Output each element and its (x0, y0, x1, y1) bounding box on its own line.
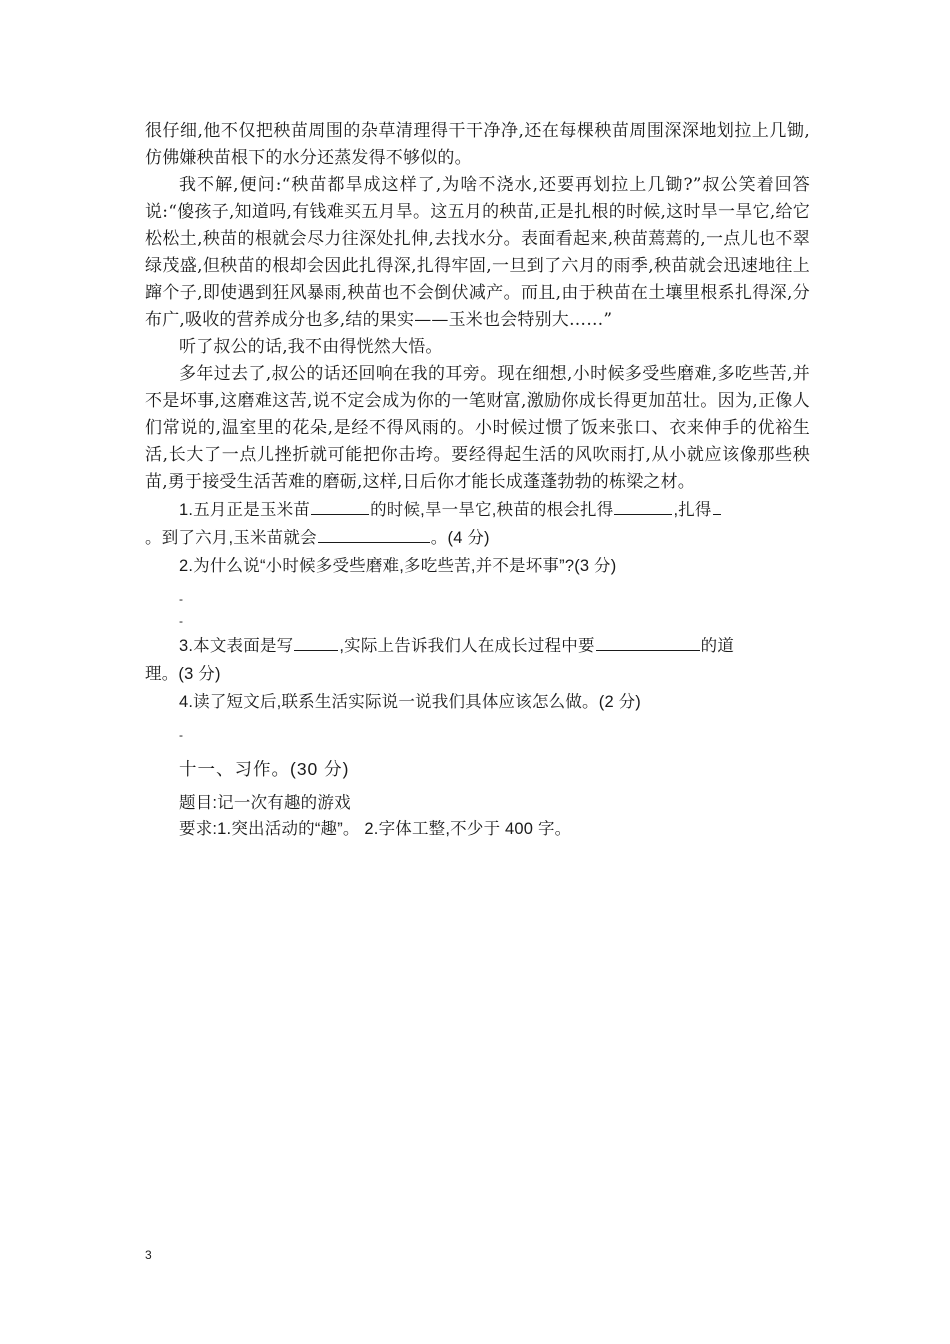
passage-paragraph-3: 听了叔公的话,我不由得恍然大悟。 (179, 337, 443, 357)
question-2: 2.为什么说“小时候多受些磨难,多吃些苦,并不是坏事”?(3 分) (179, 557, 617, 575)
question-3-blank-2[interactable] (596, 632, 700, 651)
question-1-text-a: 1.五月正是玉米苗 (179, 501, 311, 519)
question-3 (145, 632, 810, 660)
page-number: 3 (145, 1248, 152, 1262)
question-1-blank-3[interactable] (713, 496, 721, 515)
question-1-text-d: 。到了六月,玉米苗就会 (145, 529, 317, 547)
question-1-blank-4[interactable] (318, 524, 430, 543)
question-2-answer-line-1[interactable]: - (179, 592, 184, 606)
passage-paragraph-1: 很仔细,他不仅把秧苗周围的杂草清理得干干净净,还在每棵秧苗周围深深地划拉上几锄,仿佛嫌秧苗根下的水分还蒸发得不够似的。 (145, 121, 810, 168)
question-3-continuation: 理。(3 分) (145, 665, 221, 683)
question-1-text-c: ,扎得 (673, 501, 712, 519)
question-4: 4.读了短文后,联系生活实际说一说我们具体应该怎么做。(2 分) (179, 693, 641, 711)
question-3-text-b: ,实际上告诉我们人在成长过程中要 (339, 637, 595, 655)
question-1 (145, 496, 810, 524)
question-3-text-a: 3.本文表面是写 (179, 637, 294, 655)
question-1-continuation (145, 524, 810, 552)
composition-topic: 题目:记一次有趣的游戏 (179, 794, 351, 812)
question-1-blank-1[interactable] (311, 496, 369, 515)
composition-section-title: 十一、习作。(30 分) (179, 759, 350, 779)
question-1-text-e: 。(4 分) (430, 529, 490, 547)
passage-paragraph-4: 多年过去了,叔公的话还回响在我的耳旁。现在细想,小时候多受些磨难,多吃些苦,并不是坏事,这磨难这苦,说不定会成为你的一笔财富,激励你成长得更加茁壮。因为,正像人们常说的,温室里的花朵,是经不得风雨的。小时候过惯了饭来张口、衣来伸手的优裕生活,长大了一点儿挫折就可能把你击垮。要经得起生活的风吹雨打,从小就应该像那些秧苗,勇于接受生活苦难的磨砺,这样,日后你才能长成蓬蓬勃勃的栋梁之材。 (145, 364, 810, 492)
question-1-blank-2[interactable] (614, 496, 672, 515)
passage-paragraph-2: 我不解,便问:“秧苗都旱成这样了,为啥不浇水,还要再划拉上几锄?”叔公笑着回答说:“傻孩子,知道吗,有钱难买五月旱。这五月的秧苗,正是扎根的时候,这时旱一旱它,给它松松土,秧苗的根就会尽力往深处扎伸,去找水分。表面看起来,秧苗蔫蔫的,一点儿也不翠绿茂盛,但秧苗的根却会因此扎得深,扎得牢固,一旦到了六月的雨季,秧苗就会迅速地往上蹿个子,即使遇到狂风暴雨,秧苗也不会倒伏减产。而且,由于秧苗在土壤里根系扎得深,分布广,吸收的营养成分也多,结的果实——玉米也会特别大……” (145, 175, 810, 330)
question-3-text-c: 的道 (700, 637, 735, 655)
question-3-blank-1[interactable] (294, 632, 338, 651)
question-1-text-b: 的时候,旱一旱它,秧苗的根会扎得 (370, 501, 614, 519)
page-content (145, 118, 810, 842)
question-2-answer-line-2[interactable]: - (179, 614, 184, 628)
question-4-answer-line-1[interactable]: - (179, 728, 184, 742)
composition-requirements: 要求:1.突出活动的“趣”。 2.字体工整,不少于 400 字。 (179, 820, 572, 838)
